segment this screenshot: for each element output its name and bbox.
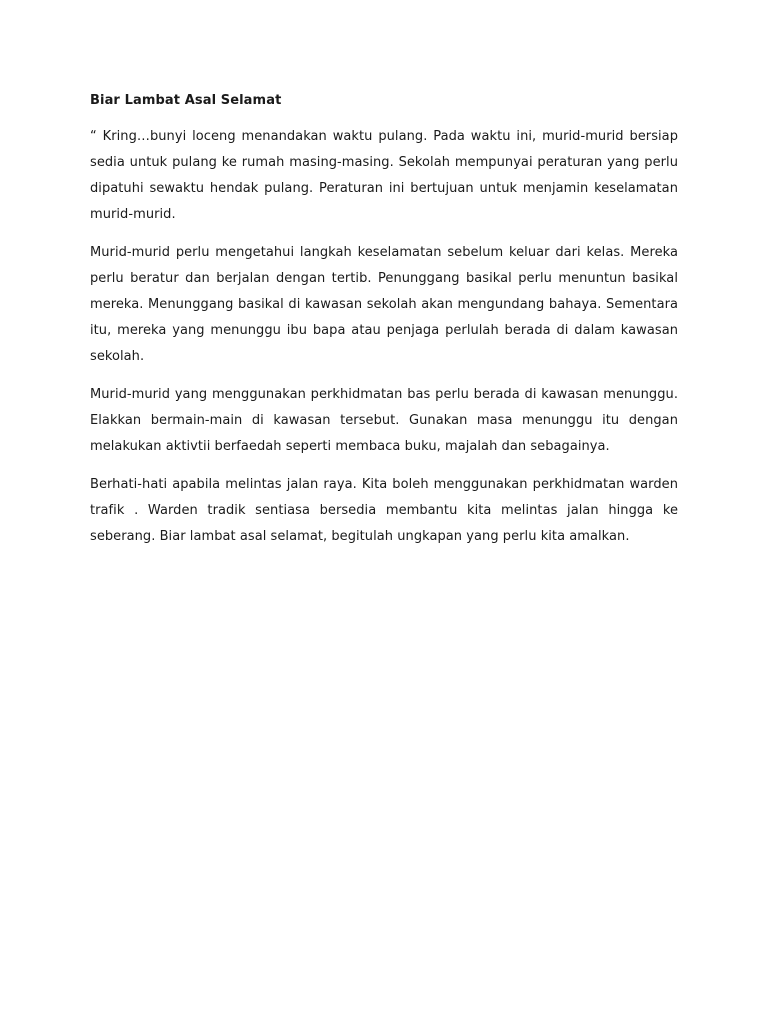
paragraph-1: “ Kring…bunyi loceng menandakan waktu pulang. Pada waktu ini, murid-murid bersiap sedia untuk pulang ke rumah masing-masing. Sekolah mempunyai peraturan yang perlu dipatuhi sewaktu hendak pulang. Peraturan ini bertujuan untuk menjamin keselamatan murid-murid. — [90, 129, 678, 222]
paragraph-3: Murid-murid yang menggunakan perkhidmatan bas perlu berada di kawasan menunggu. Elakkan bermain-main di kawasan tersebut. Gunakan masa menunggu itu dengan melakukan aktivtii berfaedah seperti membaca buku, majalah dan sebagainya. — [90, 387, 678, 454]
paragraph-4: Berhati-hati apabila melintas jalan raya. Kita boleh menggunakan perkhidmatan warden trafik . Warden tradik sentiasa bersedia membantu kita melintas jalan hingga ke seberang. Biar lambat asal selamat, begitulah ungkapan yang perlu kita amalkan. — [90, 477, 678, 544]
document-title: Biar Lambat Asal Selamat — [90, 93, 282, 108]
paragraph-2: Murid-murid perlu mengetahui langkah keselamatan sebelum keluar dari kelas. Mereka perlu beratur dan berjalan dengan tertib. Penunggang basikal perlu menuntun basikal mereka. Menunggang basikal di kawasan sekolah akan mengundang bahaya. Sementara itu, mereka yang menunggu ibu bapa atau penjaga perlulah berada di dalam kawasan sekolah. — [90, 245, 678, 364]
document-body — [90, 88, 678, 562]
